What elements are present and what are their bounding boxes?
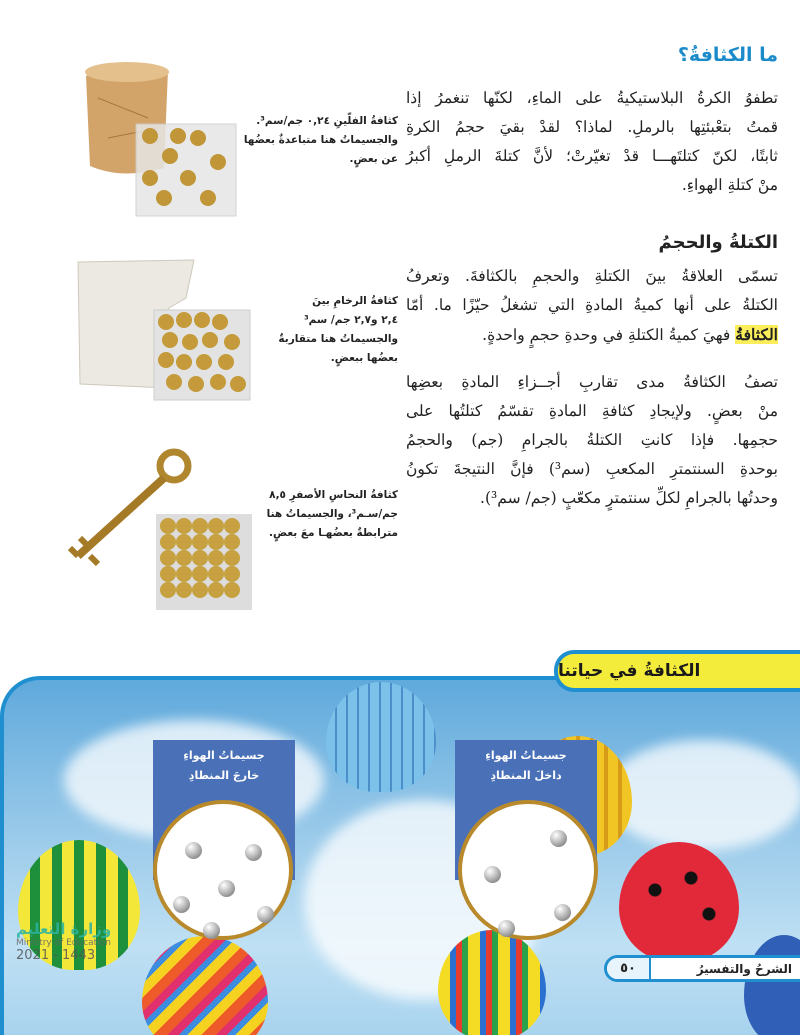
text-line: ثابتًا، لكنّ كتلتَهـــا قدْ تغيّرتْ؛ لأنَّ كتلةَ الرملِ أكبرُ <box>406 147 778 165</box>
text-line: تسمّى العلاقةُ بينَ الكتلةِ والحجمِ بالكثافةَ. وتعرفُ <box>406 267 778 285</box>
caption-marble <box>268 292 398 368</box>
text-line: تطفوُ الكرةُ البلاستيكيةُ على الماءِ، لكنّها تنغمرُ إذا <box>406 89 778 107</box>
air-particle <box>185 842 202 859</box>
logo-english: Ministry of Education <box>16 938 111 948</box>
section-title-what-is-density: ما الكثافةُ؟ <box>677 44 778 66</box>
air-particle <box>203 922 220 939</box>
footer-section-label: الشرحُ والتفسيرُ <box>696 961 792 976</box>
page-number: ٥٠ <box>607 958 651 979</box>
marble-particles-image <box>74 258 254 403</box>
air-particle <box>245 844 262 861</box>
panel-subtitle: داخلَ المنطادِ <box>490 769 562 782</box>
caption-line: والجسيماتُ هنا متباعدةٌ بعضُها <box>243 134 398 146</box>
caption-line: بعضُها ببعضٍ. <box>330 352 398 364</box>
panel-subtitle: خارجَ المنطادِ <box>188 769 260 782</box>
text-line: تصفُ الكثافةُ مدى تقاربِ أجــزاءِ المادةِ بعضِها <box>406 373 778 391</box>
definition-line <box>406 320 778 349</box>
air-particle <box>554 904 571 921</box>
paragraph-mass-volume <box>406 262 778 349</box>
definition-text: فهيَ كميةُ الكتلةِ في وحدةِ حجمٍ واحدةٍ. <box>482 326 731 344</box>
text-line: بوحدةِ السنتمترِ المكعبِ (سم³) فإنَّ النتيجةَ تكونُ <box>406 460 778 478</box>
paragraph-density-calc <box>406 368 778 513</box>
brass-key-particles-image <box>64 448 264 613</box>
caption-line: مترابطةٌ بعضُهـا معَ بعضٍ. <box>269 527 398 539</box>
cork-particles-image <box>78 58 248 223</box>
caption-line: عن بعضٍ. <box>349 153 398 165</box>
text-line: منْ بعضٍ. ولإيجادِ كثافةِ المادةِ تقسّمُ كتلتُها على <box>406 402 778 420</box>
page-footer-badge <box>604 955 800 982</box>
section-tab-density-in-life: الكثافةُ في حياتنا <box>554 650 800 692</box>
text-line: وحدتُها بالجرامِ لكلِّ سنتمترٍ مكعّبٍ (جم/ سم³). <box>480 489 778 507</box>
balloon-ladybug <box>619 842 739 962</box>
balloon-stars <box>744 935 800 1035</box>
air-particle <box>257 906 274 923</box>
text-line: منْ كتلةِ الهواءِ. <box>681 176 778 194</box>
air-particle <box>173 896 190 913</box>
ministry-watermark-logo <box>16 920 111 963</box>
caption-line: ٢,٤ و٢,٧ جم/ سم³ <box>304 314 398 326</box>
air-particles-outside-diagram <box>153 800 293 940</box>
highlighted-term-density: الكثافةُ <box>735 325 778 344</box>
logo-arabic: وزارة التعليم <box>16 920 112 938</box>
paragraph-intro <box>406 84 778 200</box>
logo-year: 2021 - 1443 <box>16 948 96 963</box>
text-line: الكتلةُ على أنها كميةُ المادةِ التي تشغلُ حيّزًا ما. أمّا <box>406 296 778 314</box>
air-particle <box>498 920 515 937</box>
caption-line: كثافةُ الرخامِ بينَ <box>312 295 398 307</box>
caption-line: جم/سـم³، والجسيماتُ هنا <box>266 508 398 520</box>
caption-brass <box>268 486 398 543</box>
panel-title: جسيماتُ الهواءِ <box>485 749 567 762</box>
caption-line: كثافةُ الفلّينِ ٠,٢٤ جم/سم³. <box>256 115 398 127</box>
text-line: قمتُ بتعْبئتِها بالرملِ. لماذا؟ لقدْ بقيَ حجمُ الكرةِ <box>406 118 778 136</box>
section-title-mass-volume: الكتلةُ والحجمُ <box>658 232 778 253</box>
air-particle <box>218 880 235 897</box>
panel-title: جسيماتُ الهواءِ <box>183 749 265 762</box>
balloon-blue-flowers <box>326 682 436 792</box>
air-particle <box>550 830 567 847</box>
text-line: حجمِها. فإذا كانتِ الكتلةُ بالجرامِ (جم) والحجمُ <box>406 431 778 449</box>
caption-cork <box>243 112 398 169</box>
air-particle <box>484 866 501 883</box>
caption-line: والجسيماتُ هنا متقاربةٌ <box>278 333 398 345</box>
caption-line: كثافةُ النحاسِ الأصفرِ ٨,٥ <box>269 489 398 501</box>
air-particles-inside-diagram <box>458 800 598 940</box>
balloon-zigzag <box>142 936 268 1035</box>
